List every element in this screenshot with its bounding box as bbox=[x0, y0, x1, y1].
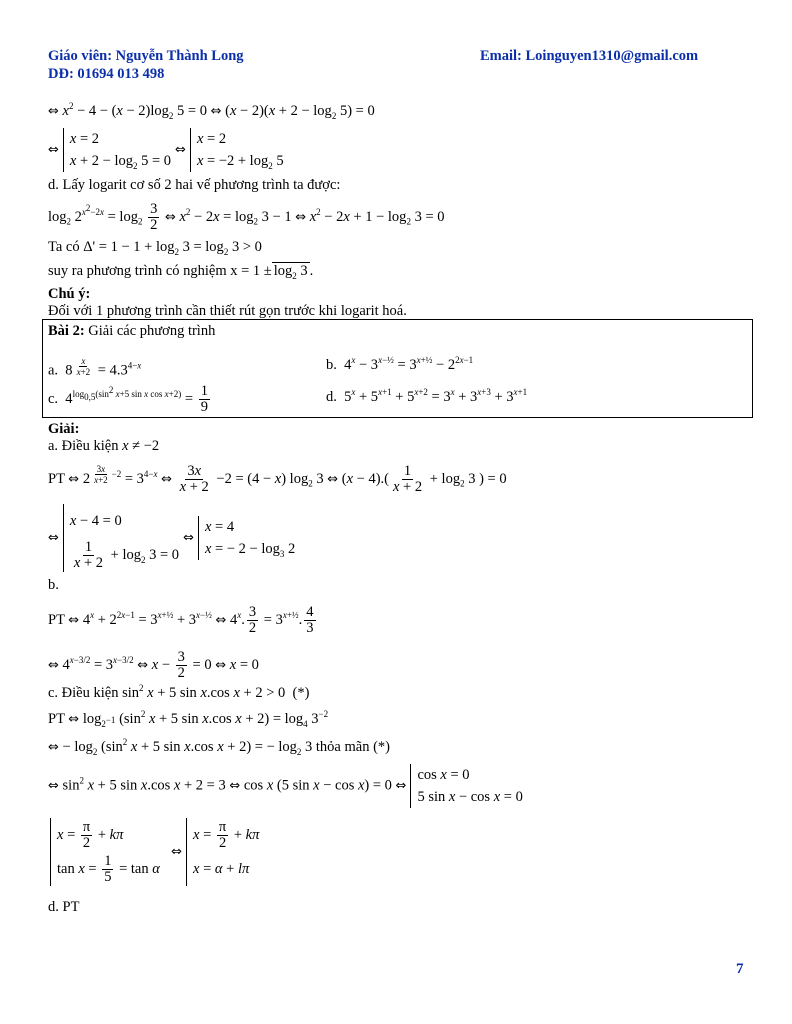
exercise-title: Bài 2: bbox=[48, 323, 85, 339]
pt-label: PT bbox=[48, 611, 65, 628]
condition-label: a. Điều kiện bbox=[48, 438, 119, 454]
condition-a: a. Điều kiện x ≠ −2 bbox=[48, 438, 160, 454]
equation-line: $\log_2 2^{x^2-2x} = \log_2$ $\frac{3}{2}$ ⇔ $x^2 - 2x = \log_2 3 - 1$ ⇔ $x^2 - 2x + 1 - \log_2 3 = 0$ bbox=[48, 201, 445, 233]
condition-label: c. Điều kiện bbox=[48, 685, 119, 701]
part-d-text: d. Lấy logarit cơ số 2 hai vế phương trình ta được: bbox=[48, 177, 341, 193]
condition-c: c. Điều kiện $\sin^2 x + 5$ sin x.cos x + 2 > 0 (*) bbox=[48, 683, 310, 701]
teacher-email: Email: Loinguyen1310@gmail.com bbox=[480, 48, 699, 64]
suy-ra-text: suy ra phương trình có nghiệm x = 1 ± bbox=[48, 263, 272, 279]
solution-line: suy ra phương trình có nghiệm $x = 1 \pm \log_2 3$ . bbox=[48, 263, 314, 281]
exercise-c: c. $4^{log_{0,5}(sin^2 x+5 sin x cos x+2)}$ = $\frac{1}{9}$ bbox=[48, 383, 208, 415]
equation-line: PT ⇔ 2 $^{\frac{3x}{x+2} -2} = 3^{4-x}$ ⇔ $\frac{3x}{x + 2}$ −2 = (4 − x) $\log_2 3$ ⇔ (x − 4).( $\frac{1}{x + 2}$ + $\log_2 3$ ) = 0 bbox=[48, 463, 507, 495]
pt-label: PT bbox=[48, 711, 65, 727]
exercise-a: a. 8 $^{\frac{x}{x+2}}$ = $4.3^{4-x}$ bbox=[48, 356, 142, 379]
equation-system: ⇔ $\sin^2 x + 5$ sin x.cos x + 2 = 3 ⇔ cos x (5 sin x − cos x) = 0 ⇔ cos x = 0 5 sin x − cos x = 0 bbox=[48, 764, 527, 808]
part-d-pt: d. PT bbox=[48, 899, 80, 915]
exercise-d: d. $5^x + 5^{x+1} + 5^{x+2} = 3^x + 3^{x+3} + 3^{x+1}$ bbox=[326, 387, 528, 405]
ta-co-label: Ta có bbox=[48, 239, 80, 255]
equation-line: PT ⇔ $\log_{2^{-1}} (\sin^2$ x + 5 sin x.cos $x + 2) = \log_4 3^{-2}$ bbox=[48, 709, 329, 729]
page-number: 7 bbox=[736, 961, 744, 977]
pt-label: PT bbox=[48, 470, 65, 487]
equation-system: x = $\frac{\pi}{2}$ + kπ tan x = $\frac{1}{5}$ = tan α ⇔ x = $\frac{\pi}{2}$ + kπ x = α + lπ bbox=[46, 818, 263, 886]
teacher-name: Giáo viên: Nguyễn Thành Long bbox=[48, 48, 244, 64]
equation-system: ⇔ x − 4 = 0 $\frac{1}{x + 2}$ + $\log_2 3 = 0$ ⇔ x = 4 x = − $2 - \log_3 2$ bbox=[48, 504, 299, 572]
equation-system: ⇔ x = 2 $x + 2 - \log_2 5 = 0$ ⇔ x = 2 $x = -2 + \log_2 5$ bbox=[48, 128, 288, 172]
equation-line: ⇔ $x^2 - 4 - (x - 2)\log_2$ 5 = 0 ⇔ $(x - 2)(x + 2 - \log_2 5) = 0$ bbox=[48, 101, 375, 121]
exercise-title-line bbox=[48, 322, 215, 340]
satisfies-text: thỏa mãn (*) bbox=[315, 739, 390, 755]
equation-line: ⇔ − $\log_2 (\sin^2$ x + 5 sin x.cos x + 2) = − $\log_2 3$ thỏa mãn (*) bbox=[48, 737, 390, 757]
teacher-phone: DĐ: 01694 013 498 bbox=[48, 66, 165, 82]
exercise-instruction: Giải các phương trình bbox=[88, 323, 216, 339]
equation-line: PT ⇔ $4^x + 2^{2x-1} = 3^{x+\frac{1}{2}} + 3^{x-\frac{1}{2}}$ ⇔ 4$^x$. $\frac{3}{2}$ = $3^{x+\frac{1}{2}}$. $\frac{4}{3}$ bbox=[48, 604, 314, 636]
equation-line: ⇔ $4^{x-3/2} = 3^{x-3/2}$ ⇔ x − $\frac{3}{2}$ = 0 ⇔ x = 0 bbox=[48, 649, 259, 681]
exercise-b: b. $4^x - 3^{x-\frac{1}{2}} = 3^{x+\frac{1}{2}} - 2^{2x-1}$ bbox=[326, 355, 474, 373]
discriminant-line: Ta có $\Delta' = 1 - 1 + \log_2 3 = \log_2 3 > 0$ bbox=[48, 239, 262, 257]
note-text: Đối với 1 phương trình cần thiết rút gọn trước khi logarit hoá. bbox=[48, 303, 407, 319]
solution-title: Giải: bbox=[48, 421, 80, 437]
part-b-label: b. bbox=[48, 577, 59, 593]
note-title: Chú ý: bbox=[48, 286, 91, 302]
